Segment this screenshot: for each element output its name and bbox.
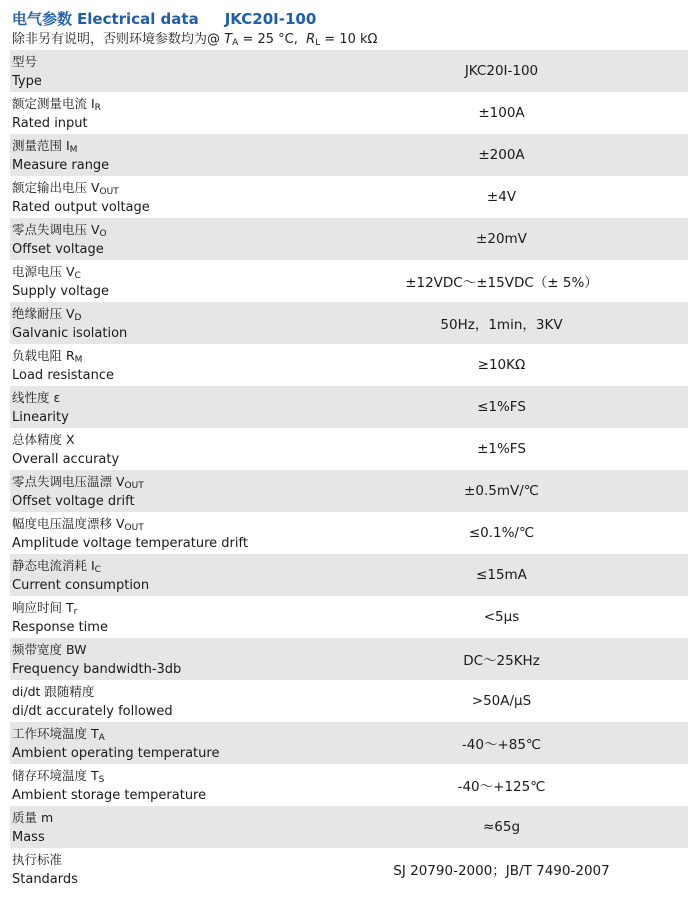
parameter-name-cn <box>12 558 101 575</box>
note-t-val: = 25 °C, <box>238 32 298 47</box>
parameter-value: ±20mV <box>476 231 527 247</box>
table-row <box>10 260 688 302</box>
parameter-label <box>10 260 315 302</box>
parameter-value: ±1%FS <box>477 441 526 457</box>
note-text: 除非另有说明，否则环境参数均为@ <box>12 32 221 47</box>
table-row <box>10 848 688 890</box>
parameter-value: -40～+125℃ <box>457 779 546 795</box>
parameter-symbol-sub: A <box>98 733 105 743</box>
note-r-val: = 10 kΩ <box>320 32 378 47</box>
parameter-value: -40～+85℃ <box>461 737 542 753</box>
parameter-value: ±0.5mV/℃ <box>464 483 539 499</box>
parameter-name-en: Response time <box>12 620 108 635</box>
parameter-value: ≤0.1%/℃ <box>468 525 535 541</box>
parameter-name-cn <box>12 390 61 405</box>
table-row <box>10 176 688 218</box>
parameter-value: ±12VDC～±15VDC（± 5%） <box>405 275 598 291</box>
parameter-name-en: di/dt accurately followed <box>12 704 173 719</box>
parameter-symbol-sub: OUT <box>124 523 144 533</box>
parameter-name-cn-text: 质量 m <box>12 810 54 825</box>
parameter-name-cn-text: 响应时间 T <box>12 600 74 615</box>
parameter-name-cn <box>12 306 82 323</box>
parameter-label <box>10 554 315 596</box>
parameter-name-cn <box>12 726 105 743</box>
parameter-name-cn-text: 储存环境温度 T <box>12 768 99 783</box>
table-row <box>10 92 688 134</box>
table-row <box>10 512 688 554</box>
parameter-name-cn-text: 线性度 ε <box>12 390 61 405</box>
parameter-label <box>10 680 315 722</box>
parameter-name-cn <box>12 852 63 867</box>
parameter-symbol-sub: S <box>98 775 105 785</box>
parameter-symbol-sub: D <box>74 313 82 323</box>
parameter-name-cn-text: 测量范围 I <box>12 138 70 153</box>
parameter-symbol-sub: OUT <box>124 481 144 491</box>
parameter-name-en: Galvanic isolation <box>12 326 128 341</box>
parameter-symbol-sub: M <box>74 355 83 365</box>
parameter-label <box>10 386 315 428</box>
table-row <box>10 134 688 176</box>
parameter-name-cn <box>12 642 86 662</box>
parameter-name-cn <box>12 54 38 69</box>
parameter-symbol-sub: OUT <box>99 187 119 197</box>
note-t-sub: A <box>232 38 239 48</box>
parameter-name-cn-text: 额定输出电压 V <box>12 180 100 195</box>
parameter-name-cn-text: 型号 <box>12 54 38 69</box>
parameter-name-en: Ambient operating temperature <box>12 746 220 761</box>
parameter-label <box>10 470 315 512</box>
table-row <box>10 554 688 596</box>
parameter-label <box>10 176 315 218</box>
parameter-label <box>10 344 315 386</box>
parameter-name-en: Standards <box>12 872 78 887</box>
table-row <box>10 218 688 260</box>
parameter-label <box>10 806 315 848</box>
table-row <box>10 722 688 764</box>
parameter-value: JKC20I-100 <box>464 63 539 79</box>
table-row <box>10 386 688 428</box>
parameter-symbol-sub: R <box>94 103 101 113</box>
parameter-name-en: Offset voltage drift <box>12 494 135 509</box>
parameter-name-en: Type <box>12 74 42 89</box>
parameter-name-cn-text: 频带宽度 BW <box>12 642 87 657</box>
note-r: R <box>306 32 316 47</box>
parameter-label <box>10 428 315 470</box>
parameter-name-cn <box>12 432 75 452</box>
parameter-name-cn-text: 负载电阻 R <box>12 348 75 363</box>
parameter-value: <5μs <box>483 609 520 625</box>
parameter-symbol-sub: C <box>74 271 81 281</box>
parameter-name-cn <box>12 684 95 699</box>
parameter-value: 50Hz，1min，3KV <box>440 317 563 333</box>
parameter-name-en: Supply voltage <box>12 284 110 299</box>
parameter-name-en: Offset voltage <box>12 242 104 257</box>
parameter-symbol-sub: r <box>73 607 78 617</box>
conditions-note <box>12 31 377 49</box>
table-row <box>10 344 688 386</box>
parameter-name-cn-text: 幅度电压温度漂移 V <box>12 516 125 531</box>
table-row <box>10 302 688 344</box>
parameter-label <box>10 512 315 554</box>
parameter-value: ≤1%FS <box>477 399 526 415</box>
parameter-name-cn <box>12 264 81 281</box>
parameter-name-cn <box>12 348 82 368</box>
parameter-name-cn <box>12 138 78 155</box>
parameter-label <box>10 302 315 344</box>
parameter-symbol-sub: M <box>69 145 78 155</box>
parameter-name-cn <box>12 222 107 239</box>
parameter-name-cn-text: di/dt 跟随精度 <box>12 684 95 699</box>
parameter-name-cn <box>12 180 119 197</box>
parameter-label <box>10 218 315 260</box>
parameter-name-cn <box>12 96 101 113</box>
parameter-label <box>10 134 315 176</box>
parameter-name-cn <box>12 600 78 617</box>
parameter-name-cn-text: 额定测量电流 I <box>12 96 95 111</box>
parameter-name-en: Mass <box>12 830 45 845</box>
table-row <box>10 806 688 848</box>
note-t: T <box>224 32 233 47</box>
model-name: JKC20I-100 <box>224 10 317 28</box>
parameter-value: ±100A <box>478 105 525 121</box>
parameter-name-en: Rated output voltage <box>12 200 150 215</box>
parameter-value: ±200A <box>478 147 525 163</box>
parameter-name-en: Amplitude voltage temperature drift <box>12 536 248 551</box>
parameter-name-en: Ambient storage temperature <box>12 788 207 803</box>
parameter-symbol-sub: C <box>94 565 101 575</box>
parameter-name-cn-text: 执行标准 <box>12 852 63 867</box>
parameter-value: DC～25KHz <box>463 653 540 669</box>
parameter-name-cn-text: 工作环境温度 T <box>12 726 99 741</box>
parameter-name-en: Load resistance <box>12 368 114 383</box>
parameter-name-cn-text: 静态电流消耗 I <box>12 558 95 573</box>
title-en: Electrical data <box>77 10 199 28</box>
parameter-label <box>10 596 315 638</box>
parameter-name-en: Current consumption <box>12 578 150 593</box>
parameter-label <box>10 848 315 890</box>
note-r-sub: L <box>315 38 321 48</box>
table-row <box>10 596 688 638</box>
table-row <box>10 764 688 806</box>
parameter-label <box>10 50 315 92</box>
parameter-name-cn-text: 零点失调电压 V <box>12 222 100 237</box>
table-row <box>10 428 688 470</box>
parameter-name-en: Overall accuraty <box>12 452 120 467</box>
parameter-name-cn <box>12 474 144 491</box>
parameter-value: >50A/μS <box>471 693 532 709</box>
parameter-name-cn-text: 电源电压 V <box>12 264 75 279</box>
parameter-label <box>10 638 315 680</box>
table-row <box>10 470 688 512</box>
parameter-name-en: Linearity <box>12 410 69 425</box>
parameter-name-en: Frequency bandwidth-3db <box>12 662 182 677</box>
parameter-label <box>10 722 315 764</box>
parameter-label <box>10 764 315 806</box>
parameter-value: ≤15mA <box>476 567 527 583</box>
parameter-name-en: Measure range <box>12 158 110 173</box>
table-row <box>10 50 688 92</box>
parameter-symbol-sub: O <box>99 229 107 239</box>
parameter-name-en: Rated input <box>12 116 88 131</box>
parameter-value: SJ 20790-2000；JB/T 7490-2007 <box>393 863 610 879</box>
parameter-name-cn <box>12 768 105 785</box>
table-row <box>10 680 688 722</box>
parameter-label <box>10 92 315 134</box>
parameter-name-cn-text: 绝缘耐压 V <box>12 306 75 321</box>
table-row <box>10 638 688 680</box>
parameter-value: ≈65g <box>482 819 521 835</box>
parameter-name-cn-text: 零点失调电压温漂 V <box>12 474 125 489</box>
parameter-name-cn <box>12 810 54 825</box>
parameter-value: ±4V <box>486 189 517 205</box>
section-title <box>12 9 316 29</box>
parameter-name-cn-text: 总体精度 X <box>12 432 75 447</box>
parameter-value: ≥10KΩ <box>477 357 526 373</box>
title-cn: 电气参数 <box>12 10 73 28</box>
parameter-name-cn <box>12 516 144 533</box>
spec-table <box>10 50 688 890</box>
